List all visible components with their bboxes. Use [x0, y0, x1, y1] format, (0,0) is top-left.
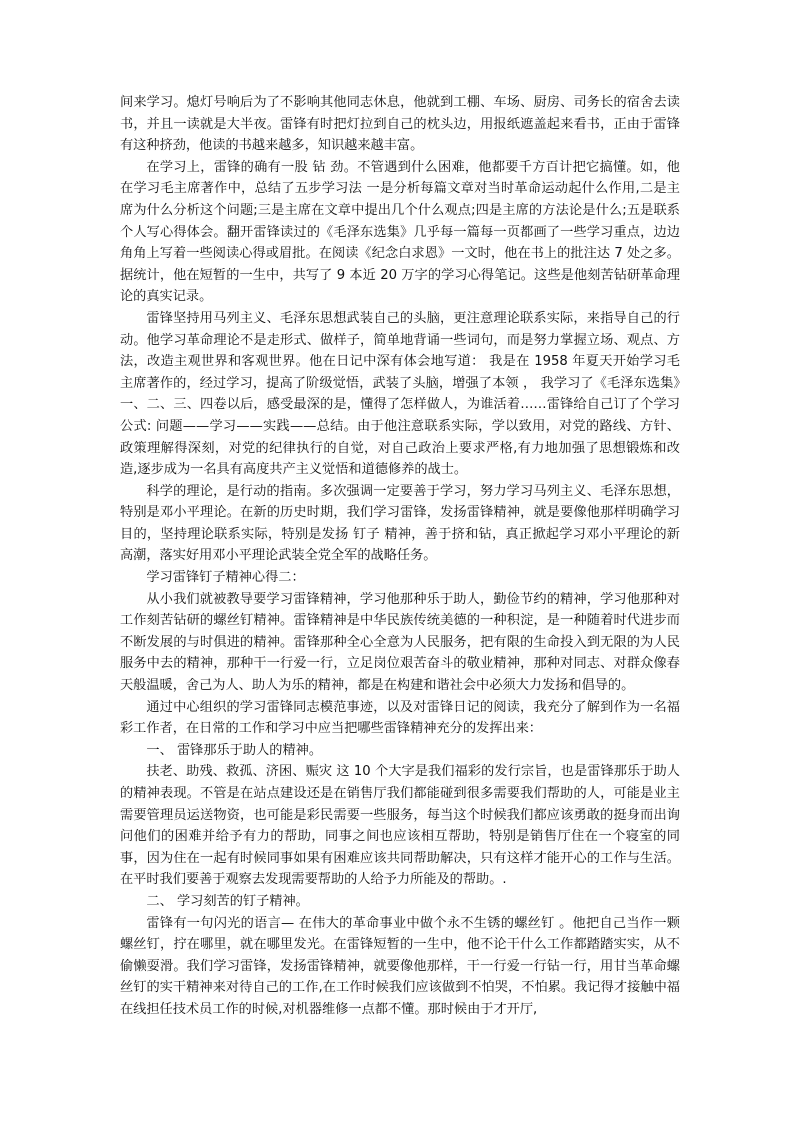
paragraph-1: 间来学习。熄灯号响后为了不影响其他同志休息，他就到工棚、车场、厨房、司务长的宿舍去读书，并且一读就是大半夜。雷锋有时把灯拉到自己的枕头边，用报纸遮盖起来看书，正由于雷锋有这种挤劲，他读的书越来越多，知识越来越丰富。 [120, 95, 680, 154]
paragraph-11: 雷锋有一句闪光的语言— 在伟大的革命事业中做个永不生锈的螺丝钉 。他把自己当作一颗螺丝钉，拧在哪里，就在哪里发光。在雷锋短暂的一生中，他不论干什么工作都踏踏实实，从不偷懒耍滑。我们学习雷锋，发扬雷锋精神，就要像他那样，干一行爱一行钻一行，用甘当革命螺丝钉的实干精神来对待自己的工作,在工作时候我们应该做到不怕哭，不怕累。我记得才接触中福在线担任技术员工作的时候,对机器维修一点都不懂。那时候由于才开厅, [120, 915, 680, 1017]
section-heading-experience-two: 学习雷锋钉子精神心得二： [146, 570, 305, 586]
paragraph-6: 从小我们就被教导要学习雷锋精神，学习他那种乐于助人，勤俭节约的精神，学习他那种对工作刻苦钻研的螺丝钉精神。雷锋精神是中华民族传统美德的一种积淀，是一种随着时代进步而不断发展的与时俱进的精神。雷锋那种全心全意为人民服务，把有限的生命投入到无限的为人民服务中去的精神，那种干一行爱一行，立足岗位艰苦奋斗的敬业精神，那种对同志、对群众像春天般温暖，舍己为人、助人为乐的精神，都是在构建和谐社会中必须大力发扬和倡导的。 [120, 591, 680, 694]
document-body [120, 92, 680, 1021]
paragraph-2: 在学习上，雷锋的确有一股 钻 劲。不管遇到什么困难，他都要千方百计把它搞懂。如，他在学习毛主席著作中，总结了五步学习法 一是分析每篇文章对当时革命运动起什么作用,二是主席为什么分析这个问题;三是主席在文章中提出几个什么观点;四是主席的方法论是什么;五是联系个人写心得体会。翻开雷锋读过的《毛泽东选集》几乎每一篇每一页都画了一些学习重点，边边角角上写着一些阅读心得或眉批。在阅读《纪念白求恩》一文时，他在书上的批注达 7 处之多。据统计，他在短暂的一生中，共写了 9 本近 20 万字的学习心得笔记。这些是他刻苦钻研革命理论的真实记录。 [120, 159, 680, 305]
section-heading-one: 一、 雷锋那乐于助人的精神。 [146, 742, 323, 758]
paragraph-9: 扶老、助残、救孤、济困、赈灾 这 10 个大字是我们福彩的发行宗旨，也是雷锋那乐于助人的精神表现。不管是在站点建设还是在销售厅我们都能碰到很多需要我们帮助的人，可能是业主需要管理员运送物资，也可能是彩民需要一些服务，每当这个时候我们都应该勇敢的挺身而出询问他们的困难并给予有力的帮助，同事之间也应该相互帮助，特别是销售厅住在一个寝室的同事，因为住在一起有时候同事如果有困难应该共同帮助解决，只有这样才能开心的工作与生活。在平时我们要善于观察去发现需要帮助的人给予力所能及的帮助。. [120, 764, 680, 888]
paragraph-3: 雷锋坚持用马列主义、毛泽东思想武装自己的头脑，更注意理论联系实际，来指导自己的行动。他学习革命理论不是走形式、做样子，简单地背诵一些词句，而是努力掌握立场、观点、方法，改造主观世界和客观世界。他在日记中深有体会地写道： 我是在 1958 年夏天开始学习毛主席著作的，经过学习，提高了阶级觉悟，武装了头脑，增强了本领 ， 我学习了《毛泽东选集》一、二、三、四卷以后，感受最深的是，懂得了怎样做人，为谁活着……雷锋给自己订了个学习公式: 问题——学习——实践——总结。由于他注意联系实际，学以致用，对党的路线、方针、政策理解得深刻，对党的纪律执行的自觉，对自己政治上要求严格,有力地加强了思想锻炼和改造,逐步成为一名具有高度共产主义觉悟和道德修养的战士。 [120, 310, 680, 478]
paragraph-4: 科学的理论，是行动的指南。多次强调一定要善于学习，努力学习马列主义、毛泽东思想，特别是邓小平理论。在新的历史时期，我们学习雷锋，发扬雷锋精神，就是要像他那样明确学习目的，坚持理论联系实际，特别是发扬 钉子 精神，善于挤和钻，真正掀起学习邓小平理论的新高潮，落实好用邓小平理论武装全党全军的战略任务。 [120, 483, 680, 564]
paragraph-7: 通过中心组织的学习雷锋同志模范事迹，以及对雷锋日记的阅读，我充分了解到作为一名福彩工作者，在日常的工作和学习中应当把哪些雷锋精神充分的发挥出来： [120, 699, 680, 737]
section-heading-two: 二、 学习刻苦的钉子精神。 [146, 893, 309, 909]
